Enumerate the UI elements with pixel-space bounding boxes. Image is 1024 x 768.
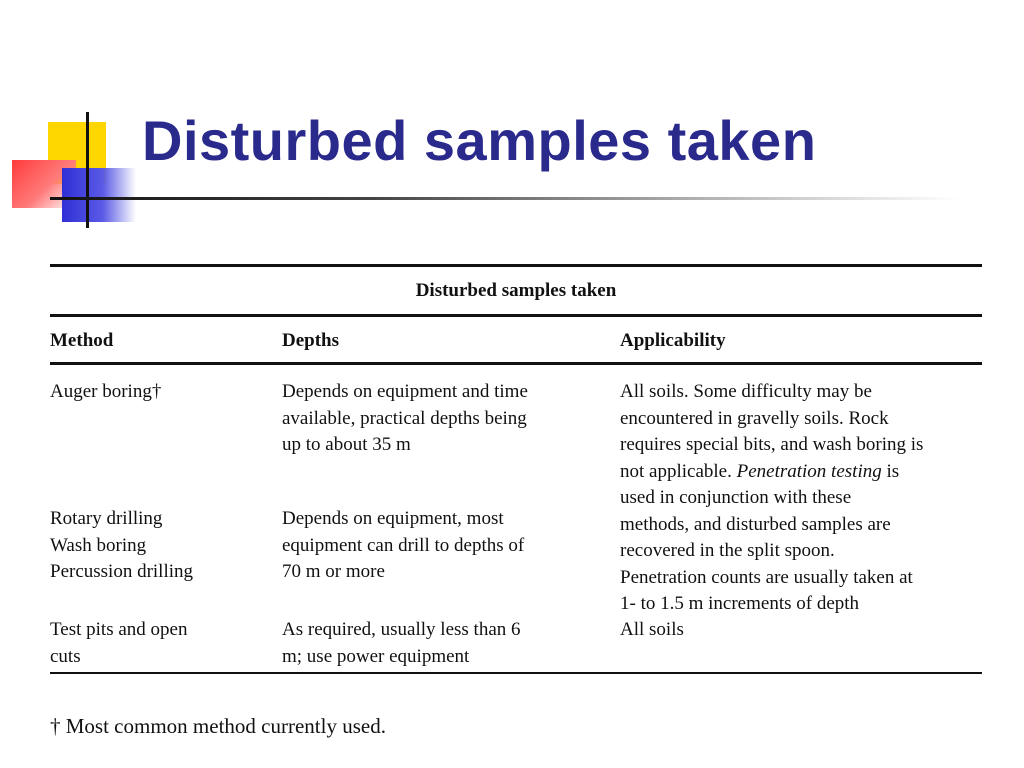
header-depths: Depths — [282, 330, 340, 351]
samples-table — [50, 264, 982, 674]
row2-method: Rotary drilling Wash boring Percussion drilling — [50, 508, 194, 582]
row3-method: Test pits and open cuts — [50, 619, 188, 667]
emphasis-penetration-testing: Penetration testing — [736, 460, 882, 482]
header-method: Method — [50, 330, 114, 351]
table-footnote: † Most common method currently used. — [50, 714, 386, 738]
applicability-merged-cell: All soils. Some difficulty may be encountered in gravelly soils. Rock requires special bits, and wash boring is not applicable. Penetration testing is used in conjunction with these methods, and disturbed samples are recovered in the split spoon. Penetration counts are usually taken at 1- to 1.5 m increments of depth — [620, 381, 924, 614]
table-bottom-rule — [50, 672, 982, 674]
table-body — [50, 365, 982, 672]
title-underline — [50, 197, 960, 200]
table-header-row — [50, 317, 982, 362]
decor-vertical-line — [86, 112, 89, 228]
decor-blue-square — [62, 168, 136, 222]
header-applicability: Applicability — [620, 330, 726, 351]
slide-title: Disturbed samples taken — [142, 109, 817, 172]
table-caption: Disturbed samples taken — [415, 280, 617, 301]
row3-depths: As required, usually less than 6 m; use power equipment — [282, 619, 521, 667]
row2-depths: Depends on equipment, most equipment can drill to depths of 70 m or more — [282, 508, 525, 582]
row1-method: Auger boring† — [50, 381, 162, 402]
row1-depths: Depends on equipment and time available, practical depths being up to about 35 m — [282, 381, 528, 455]
row3-applicability: All soils — [620, 619, 684, 640]
